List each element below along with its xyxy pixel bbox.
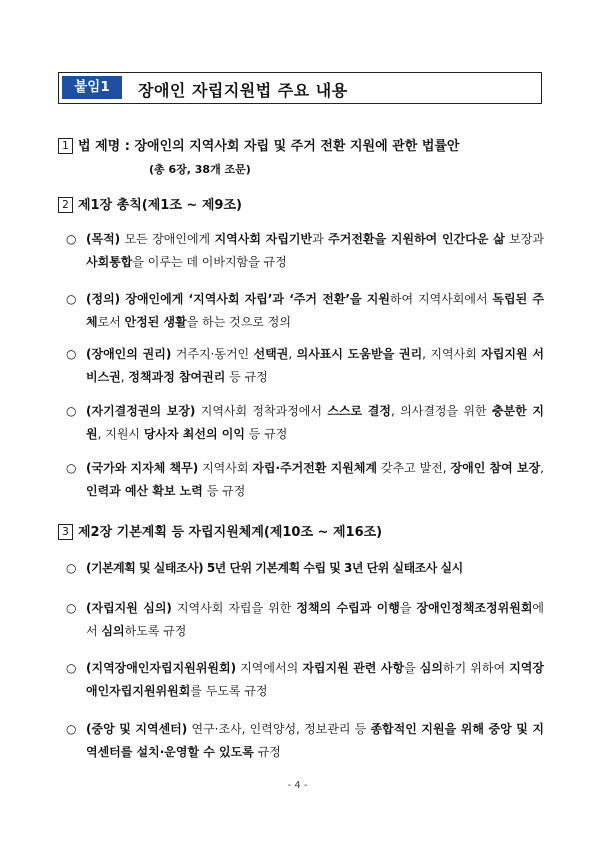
list-item	[66, 343, 544, 389]
bullet: ○	[66, 661, 77, 675]
section-2-heading	[58, 194, 242, 213]
list-item	[66, 657, 544, 703]
section-title: 법 제명 : 장애인의 지역사회 자립 및 주거 전환 지원에 관한 법률안	[78, 139, 460, 154]
list-item	[66, 557, 544, 580]
page-number: - 4 -	[287, 780, 308, 791]
list-item	[66, 457, 544, 503]
bullet: ○	[66, 601, 77, 615]
item-text: (자기결정권의 보장) 지역사회 정착과정에서 스스로 결정, 의사결정을 위한 충분한 지원, 지원시 당사자 최선의 이익 등 규정	[86, 404, 544, 441]
section-title: 제2장 기본계획 등 자립지원체계(제10조 ~ 제16조)	[78, 525, 383, 540]
item-text: (정의) 장애인에게 ‘지역사회 자립’과 ‘주거 전환’을 지원하여 지역사회에서 독립된 주체로서 안정된 생활을 하는 것으로 정의	[86, 292, 544, 329]
bullet: ○	[66, 292, 77, 306]
list-item	[66, 597, 544, 643]
bullet: ○	[66, 722, 77, 736]
list-item	[66, 228, 544, 274]
bullet: ○	[66, 347, 77, 361]
section-number: 2	[58, 197, 73, 213]
bullet: ○	[66, 232, 77, 246]
section-3-heading	[58, 521, 382, 540]
bullet: ○	[66, 561, 77, 575]
item-text: (목적) 모든 장애인에게 지역사회 자립기반과 주거전환을 지원하여 인간다운 삶 보장과 사회통합을 이루는 데 이바지함을 규정	[86, 232, 544, 269]
section-1-subtitle: (총 6장, 38개 조문)	[149, 163, 251, 176]
bullet: ○	[66, 461, 77, 475]
item-text: (기본계획 및 실태조사) 5년 단위 기본계획 수립 및 3년 단위 실태조사 실시	[86, 561, 463, 575]
attachment-badge: 붙임1	[62, 76, 122, 99]
section-1-heading	[58, 135, 460, 154]
bullet: ○	[66, 404, 77, 418]
section-title: 제1장 총칙(제1조 ~ 제9조)	[78, 198, 242, 213]
item-text: (지역장애인자립지원위원회) 지역에서의 자립지원 관련 사항을 심의하기 위하여 지역장애인자립지원위원회를 두도록 규정	[86, 661, 544, 698]
section-number: 1	[58, 138, 73, 154]
item-text: (자립지원 심의) 지역사회 자립을 위한 정책의 수립과 이행을 장애인정책조정위원회에서 심의하도록 규정	[86, 601, 545, 638]
title-box	[58, 72, 542, 104]
item-text: (중앙 및 지역센터) 연구·조사, 인력양성, 정보관리 등 종합적인 지원을 위해 중앙 및 지역센터를 설치·운영할 수 있도록 규정	[86, 722, 544, 759]
item-text: (장애인의 권리) 거주지·동거인 선택권, 의사표시 도움받을 권리, 지역사회 자립지원 서비스권, 정책과정 참여권리 등 규정	[86, 347, 544, 384]
list-item	[66, 400, 544, 446]
item-text: (국가와 지자체 책무) 지역사회 자립·주거전환 지원체계 갖추고 발전, 장애인 참여 보장, 인력과 예산 확보 노력 등 규정	[86, 461, 544, 498]
list-item	[66, 718, 544, 764]
section-number: 3	[58, 524, 73, 540]
list-item	[66, 288, 544, 334]
page-title: 장애인 자립지원법 주요 내용	[138, 81, 348, 100]
